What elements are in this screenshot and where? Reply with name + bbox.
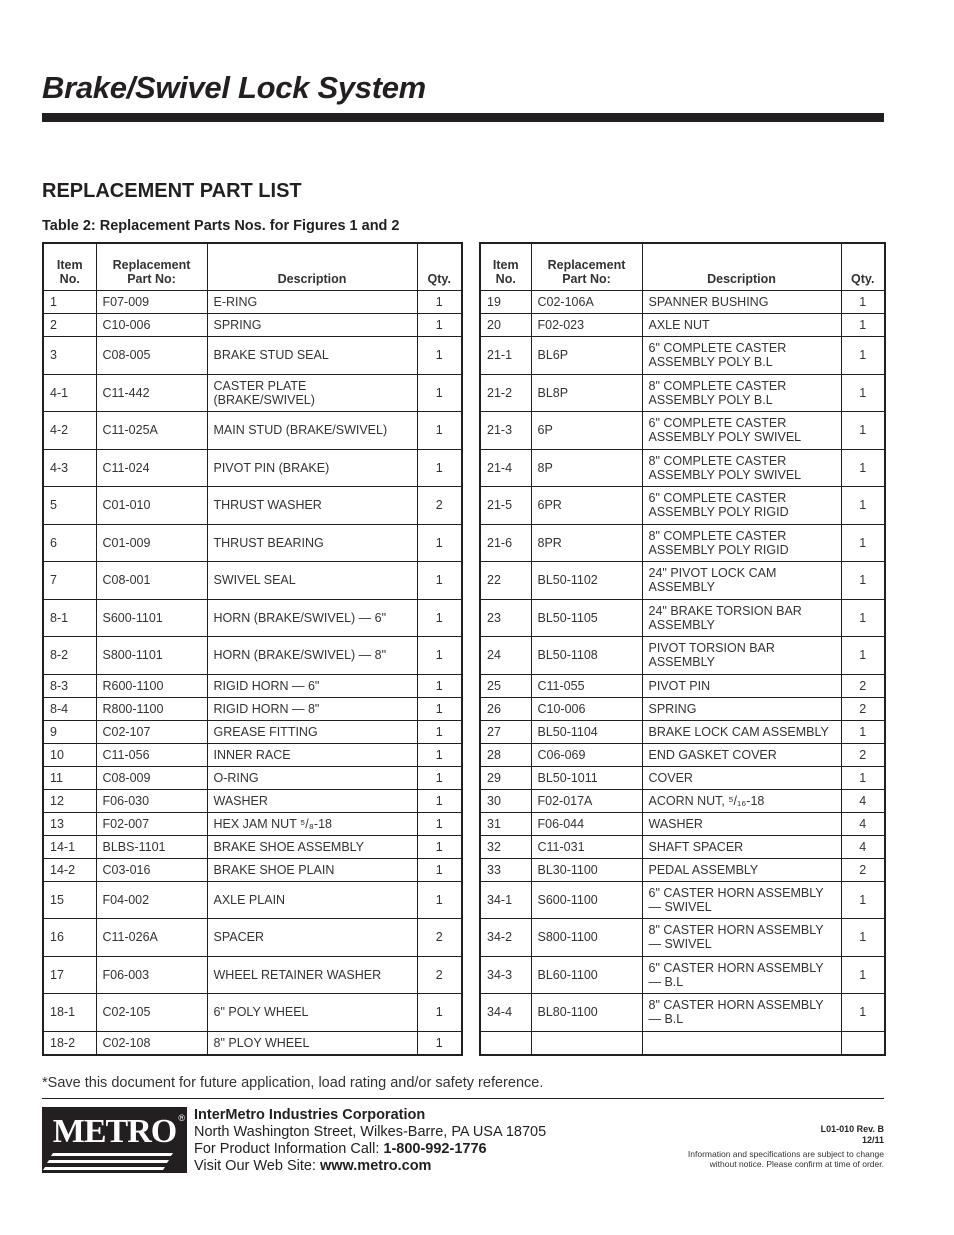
item-cell: 34-1	[480, 881, 531, 919]
column-header-item: Item No.	[480, 243, 531, 291]
table-row	[480, 637, 885, 675]
item-cell: 21-1	[480, 337, 531, 375]
table-row	[480, 449, 885, 487]
item-cell: 4-1	[43, 374, 96, 412]
part-number-cell: BLBS-1101	[96, 835, 207, 858]
description-cell: 6" COMPLETE CASTER ASSEMBLY POLY B.L	[642, 337, 841, 375]
description-cell: RIGID HORN — 8"	[207, 697, 417, 720]
description-cell: AXLE PLAIN	[207, 881, 417, 919]
table-row	[480, 1031, 885, 1055]
description-cell: THRUST BEARING	[207, 524, 417, 562]
table-row	[480, 524, 885, 562]
company-name: InterMetro Industries Corporation	[194, 1107, 426, 1123]
table-row	[480, 858, 885, 881]
qty-cell: 1	[417, 697, 462, 720]
item-cell: 25	[480, 674, 531, 697]
part-number-cell: C02-105	[96, 994, 207, 1032]
table-row	[480, 599, 885, 637]
qty-cell: 2	[417, 956, 462, 994]
item-cell: 17	[43, 956, 96, 994]
qty-cell: 1	[417, 291, 462, 314]
description-cell: SPACER	[207, 919, 417, 957]
qty-cell: 1	[841, 524, 885, 562]
item-cell: 28	[480, 743, 531, 766]
item-cell: 1	[43, 291, 96, 314]
qty-cell: 1	[417, 994, 462, 1032]
item-cell: 2	[43, 314, 96, 337]
description-cell: SPANNER BUSHING	[642, 291, 841, 314]
table-row	[480, 674, 885, 697]
item-cell: 6	[43, 524, 96, 562]
qty-cell: 1	[841, 374, 885, 412]
item-cell: 3	[43, 337, 96, 375]
item-cell: 34-4	[480, 994, 531, 1032]
part-number-cell: BL80-1100	[531, 994, 642, 1032]
column-header-qty: Qty.	[841, 243, 885, 291]
description-cell: 8" COMPLETE CASTER ASSEMBLY POLY SWIVEL	[642, 449, 841, 487]
part-number-cell: 8PR	[531, 524, 642, 562]
item-cell: 4-2	[43, 412, 96, 450]
qty-cell: 1	[417, 524, 462, 562]
qty-cell: 1	[841, 562, 885, 600]
item-cell: 13	[43, 812, 96, 835]
phone-line: For Product Information Call: 1-800-992-1776	[194, 1141, 487, 1157]
item-cell: 8-2	[43, 637, 96, 675]
item-cell: 8-4	[43, 697, 96, 720]
table-row	[43, 637, 462, 675]
qty-cell: 1	[841, 956, 885, 994]
item-cell: 23	[480, 599, 531, 637]
part-number-cell: C01-010	[96, 487, 207, 525]
part-number-cell: C08-001	[96, 562, 207, 600]
qty-cell: 1	[417, 314, 462, 337]
table-row	[43, 919, 462, 957]
qty-cell: 1	[417, 720, 462, 743]
qty-cell	[841, 1031, 885, 1055]
part-number-cell: C11-026A	[96, 919, 207, 957]
qty-cell: 1	[841, 919, 885, 957]
part-number-cell: R600-1100	[96, 674, 207, 697]
description-cell: BRAKE SHOE PLAIN	[207, 858, 417, 881]
description-cell: 6" POLY WHEEL	[207, 994, 417, 1032]
item-cell: 21-3	[480, 412, 531, 450]
description-cell: SHAFT SPACER	[642, 835, 841, 858]
part-number-cell: BL6P	[531, 337, 642, 375]
qty-cell: 2	[417, 487, 462, 525]
table-row	[480, 881, 885, 919]
part-number-cell: F07-009	[96, 291, 207, 314]
column-header-description: Description	[642, 243, 841, 291]
item-cell: 12	[43, 789, 96, 812]
description-cell: 6" COMPLETE CASTER ASSEMBLY POLY SWIVEL	[642, 412, 841, 450]
disclaimer: Information and specifications are subject to change without notice. Please confirm at time of order.	[687, 1149, 884, 1169]
qty-cell: 1	[417, 637, 462, 675]
table-row	[43, 720, 462, 743]
qty-cell: 1	[841, 337, 885, 375]
table-row	[43, 881, 462, 919]
website-link[interactable]: www.metro.com	[319, 1158, 432, 1174]
table-row	[480, 697, 885, 720]
table-row	[43, 337, 462, 375]
part-number-cell: C02-107	[96, 720, 207, 743]
item-cell: 7	[43, 562, 96, 600]
part-number-cell: F06-044	[531, 812, 642, 835]
part-number-cell: BL50-1105	[531, 599, 642, 637]
qty-cell: 1	[417, 449, 462, 487]
qty-cell: 1	[417, 674, 462, 697]
table-row	[43, 449, 462, 487]
qty-cell: 1	[417, 835, 462, 858]
item-cell: 31	[480, 812, 531, 835]
item-cell: 18-2	[43, 1031, 96, 1055]
description-cell: PIVOT PIN (BRAKE)	[207, 449, 417, 487]
description-cell: HORN (BRAKE/SWIVEL) — 8"	[207, 637, 417, 675]
qty-cell: 4	[841, 789, 885, 812]
part-number-cell: 8P	[531, 449, 642, 487]
part-number-cell: C10-006	[531, 697, 642, 720]
part-number-cell: C11-442	[96, 374, 207, 412]
logo-stripe	[51, 1153, 173, 1156]
qty-cell: 2	[417, 919, 462, 957]
qty-cell: 1	[417, 766, 462, 789]
description-cell: 8" COMPLETE CASTER ASSEMBLY POLY RIGID	[642, 524, 841, 562]
part-number-cell	[531, 1031, 642, 1055]
description-cell: COVER	[642, 766, 841, 789]
part-number-cell: 6PR	[531, 487, 642, 525]
description-cell: SPRING	[207, 314, 417, 337]
part-number-cell: C02-106A	[531, 291, 642, 314]
description-cell: 8" PLOY WHEEL	[207, 1031, 417, 1055]
table-row	[43, 314, 462, 337]
title-rule	[42, 113, 884, 122]
part-number-cell: C03-016	[96, 858, 207, 881]
table-row	[43, 766, 462, 789]
part-number-cell: S800-1101	[96, 637, 207, 675]
section-title: REPLACEMENT PART LIST	[42, 180, 302, 202]
part-number-cell: S800-1100	[531, 919, 642, 957]
part-number-cell: C11-025A	[96, 412, 207, 450]
description-cell: MAIN STUD (BRAKE/SWIVEL)	[207, 412, 417, 450]
table-row	[43, 674, 462, 697]
description-cell: WASHER	[642, 812, 841, 835]
item-cell: 18-1	[43, 994, 96, 1032]
description-cell: E-RING	[207, 291, 417, 314]
metro-logo	[42, 1107, 187, 1173]
qty-cell: 1	[417, 812, 462, 835]
table-row	[480, 487, 885, 525]
description-cell: 8" CASTER HORN ASSEMBLY — SWIVEL	[642, 919, 841, 957]
part-number-cell: C11-055	[531, 674, 642, 697]
part-number-cell: C01-009	[96, 524, 207, 562]
table-row	[43, 599, 462, 637]
company-address: North Washington Street, Wilkes-Barre, PA USA 18705	[194, 1124, 547, 1140]
column-header-part: Replacement Part No:	[531, 243, 642, 291]
table-row	[43, 858, 462, 881]
registered-mark: ®	[178, 1113, 185, 1123]
table-row	[480, 720, 885, 743]
qty-cell: 1	[841, 412, 885, 450]
description-cell: SWIVEL SEAL	[207, 562, 417, 600]
table-row	[480, 374, 885, 412]
qty-cell: 1	[841, 766, 885, 789]
table-row	[480, 789, 885, 812]
item-cell: 21-2	[480, 374, 531, 412]
description-cell: 6" CASTER HORN ASSEMBLY — SWIVEL	[642, 881, 841, 919]
item-cell: 21-6	[480, 524, 531, 562]
column-header-qty: Qty.	[417, 243, 462, 291]
description-cell: SPRING	[642, 697, 841, 720]
qty-cell: 1	[417, 1031, 462, 1055]
part-number-cell: C10-006	[96, 314, 207, 337]
item-cell: 29	[480, 766, 531, 789]
table-row	[43, 562, 462, 600]
table-row	[43, 697, 462, 720]
qty-cell: 1	[841, 881, 885, 919]
qty-cell: 1	[841, 291, 885, 314]
part-number-cell: F06-030	[96, 789, 207, 812]
item-cell: 22	[480, 562, 531, 600]
part-number-cell: C06-069	[531, 743, 642, 766]
table-row	[43, 487, 462, 525]
description-cell: PIVOT PIN	[642, 674, 841, 697]
column-header-part: Replacement Part No:	[96, 243, 207, 291]
table-row	[43, 743, 462, 766]
qty-cell: 2	[841, 674, 885, 697]
qty-cell: 2	[841, 858, 885, 881]
qty-cell: 1	[417, 412, 462, 450]
part-number-cell: BL50-1108	[531, 637, 642, 675]
item-cell: 24	[480, 637, 531, 675]
item-cell: 16	[43, 919, 96, 957]
description-cell: O-RING	[207, 766, 417, 789]
description-cell: CASTER PLATE (BRAKE/SWIVEL)	[207, 374, 417, 412]
table-row	[480, 919, 885, 957]
description-cell: 24" PIVOT LOCK CAM ASSEMBLY	[642, 562, 841, 600]
part-number-cell: C02-108	[96, 1031, 207, 1055]
item-cell: 33	[480, 858, 531, 881]
description-cell: WASHER	[207, 789, 417, 812]
item-cell: 8-3	[43, 674, 96, 697]
table-caption: Table 2: Replacement Parts Nos. for Figures 1 and 2	[42, 218, 400, 234]
table-row	[480, 835, 885, 858]
item-cell: 14-1	[43, 835, 96, 858]
description-cell: RIGID HORN — 6"	[207, 674, 417, 697]
part-number-cell: S600-1101	[96, 599, 207, 637]
description-cell: PIVOT TORSION BAR ASSEMBLY	[642, 637, 841, 675]
qty-cell: 1	[841, 314, 885, 337]
table-row	[43, 956, 462, 994]
qty-cell: 1	[417, 337, 462, 375]
parts-table-right	[479, 242, 886, 1056]
qty-cell: 1	[841, 449, 885, 487]
table-row	[480, 314, 885, 337]
table-row	[480, 766, 885, 789]
part-number-cell: BL50-1102	[531, 562, 642, 600]
table-row	[43, 812, 462, 835]
part-number-cell: 6P	[531, 412, 642, 450]
part-number-cell: BL8P	[531, 374, 642, 412]
item-cell: 27	[480, 720, 531, 743]
qty-cell: 1	[417, 374, 462, 412]
item-cell: 34-3	[480, 956, 531, 994]
part-number-cell: S600-1100	[531, 881, 642, 919]
item-cell: 32	[480, 835, 531, 858]
logo-stripe	[47, 1160, 169, 1163]
column-header-description: Description	[207, 243, 417, 291]
part-number-cell: C08-005	[96, 337, 207, 375]
description-cell: 8" COMPLETE CASTER ASSEMBLY POLY B.L	[642, 374, 841, 412]
part-number-cell: F04-002	[96, 881, 207, 919]
part-number-cell: C11-024	[96, 449, 207, 487]
part-number-cell: F02-007	[96, 812, 207, 835]
part-number-cell: C08-009	[96, 766, 207, 789]
description-cell: WHEEL RETAINER WASHER	[207, 956, 417, 994]
description-cell: THRUST WASHER	[207, 487, 417, 525]
document-title: Brake/Swivel Lock System	[42, 70, 426, 105]
table-row	[43, 524, 462, 562]
table-row	[43, 412, 462, 450]
part-number-cell: F06-003	[96, 956, 207, 994]
table-row	[480, 337, 885, 375]
description-cell: 6" CASTER HORN ASSEMBLY — B.L	[642, 956, 841, 994]
item-cell: 8-1	[43, 599, 96, 637]
web-line: Visit Our Web Site: www.metro.com	[194, 1158, 432, 1174]
description-cell: BRAKE STUD SEAL	[207, 337, 417, 375]
description-cell: 24" BRAKE TORSION BAR ASSEMBLY	[642, 599, 841, 637]
part-number-cell: F02-017A	[531, 789, 642, 812]
footer-rule	[42, 1098, 884, 1099]
part-number-cell: C11-056	[96, 743, 207, 766]
description-cell: END GASKET COVER	[642, 743, 841, 766]
item-cell: 9	[43, 720, 96, 743]
part-number-cell: BL50-1011	[531, 766, 642, 789]
parts-table-left-body	[43, 291, 462, 1055]
qty-cell: 1	[417, 789, 462, 812]
description-cell: GREASE FITTING	[207, 720, 417, 743]
company-info	[194, 1107, 546, 1175]
item-cell: 5	[43, 487, 96, 525]
table-row	[43, 994, 462, 1032]
save-note: *Save this document for future application, load rating and/or safety reference.	[42, 1075, 544, 1091]
item-cell: 34-2	[480, 919, 531, 957]
document-code: L01-010 Rev. B 12/11	[820, 1124, 884, 1145]
description-cell: BRAKE SHOE ASSEMBLY	[207, 835, 417, 858]
qty-cell: 1	[841, 720, 885, 743]
description-cell: INNER RACE	[207, 743, 417, 766]
logo-stripe	[43, 1167, 165, 1170]
phone-number: 1-800-992-1776	[383, 1141, 487, 1157]
table-row	[43, 374, 462, 412]
item-cell: 30	[480, 789, 531, 812]
table-row	[480, 412, 885, 450]
item-cell: 14-2	[43, 858, 96, 881]
qty-cell: 4	[841, 835, 885, 858]
table-row	[480, 956, 885, 994]
part-number-cell: F02-023	[531, 314, 642, 337]
table-row	[480, 812, 885, 835]
description-cell: AXLE NUT	[642, 314, 841, 337]
description-cell: BRAKE LOCK CAM ASSEMBLY	[642, 720, 841, 743]
table-row	[43, 291, 462, 314]
item-cell: 4-3	[43, 449, 96, 487]
column-header-item: Item No.	[43, 243, 96, 291]
part-number-cell: R800-1100	[96, 697, 207, 720]
qty-cell: 1	[417, 743, 462, 766]
item-cell: 19	[480, 291, 531, 314]
parts-table-left	[42, 242, 463, 1056]
item-cell: 20	[480, 314, 531, 337]
table-row	[43, 789, 462, 812]
qty-cell: 2	[841, 697, 885, 720]
part-number-cell: C11-031	[531, 835, 642, 858]
qty-cell: 1	[841, 599, 885, 637]
part-number-cell: BL60-1100	[531, 956, 642, 994]
qty-cell: 4	[841, 812, 885, 835]
qty-cell: 1	[841, 637, 885, 675]
qty-cell: 2	[841, 743, 885, 766]
table-row	[480, 291, 885, 314]
table-row	[43, 835, 462, 858]
item-cell: 26	[480, 697, 531, 720]
part-number-cell: BL30-1100	[531, 858, 642, 881]
item-cell: 21-4	[480, 449, 531, 487]
qty-cell: 1	[841, 487, 885, 525]
description-cell	[642, 1031, 841, 1055]
description-cell: 8" CASTER HORN ASSEMBLY — B.L	[642, 994, 841, 1032]
description-cell: ACORN NUT, ⁵/₁₆-18	[642, 789, 841, 812]
description-cell: 6" COMPLETE CASTER ASSEMBLY POLY RIGID	[642, 487, 841, 525]
item-cell: 21-5	[480, 487, 531, 525]
qty-cell: 1	[417, 562, 462, 600]
qty-cell: 1	[417, 599, 462, 637]
table-row	[480, 743, 885, 766]
table-row	[480, 994, 885, 1032]
item-cell: 11	[43, 766, 96, 789]
parts-table-right-body	[480, 291, 885, 1055]
description-cell: PEDAL ASSEMBLY	[642, 858, 841, 881]
description-cell: HORN (BRAKE/SWIVEL) — 6"	[207, 599, 417, 637]
logo-wordmark: METRO	[52, 1113, 177, 1150]
qty-cell: 1	[417, 881, 462, 919]
qty-cell: 1	[841, 994, 885, 1032]
table-row	[480, 562, 885, 600]
qty-cell: 1	[417, 858, 462, 881]
part-number-cell: BL50-1104	[531, 720, 642, 743]
description-cell: HEX JAM NUT ⁵/₈-18	[207, 812, 417, 835]
item-cell	[480, 1031, 531, 1055]
item-cell: 10	[43, 743, 96, 766]
item-cell: 15	[43, 881, 96, 919]
table-row	[43, 1031, 462, 1055]
